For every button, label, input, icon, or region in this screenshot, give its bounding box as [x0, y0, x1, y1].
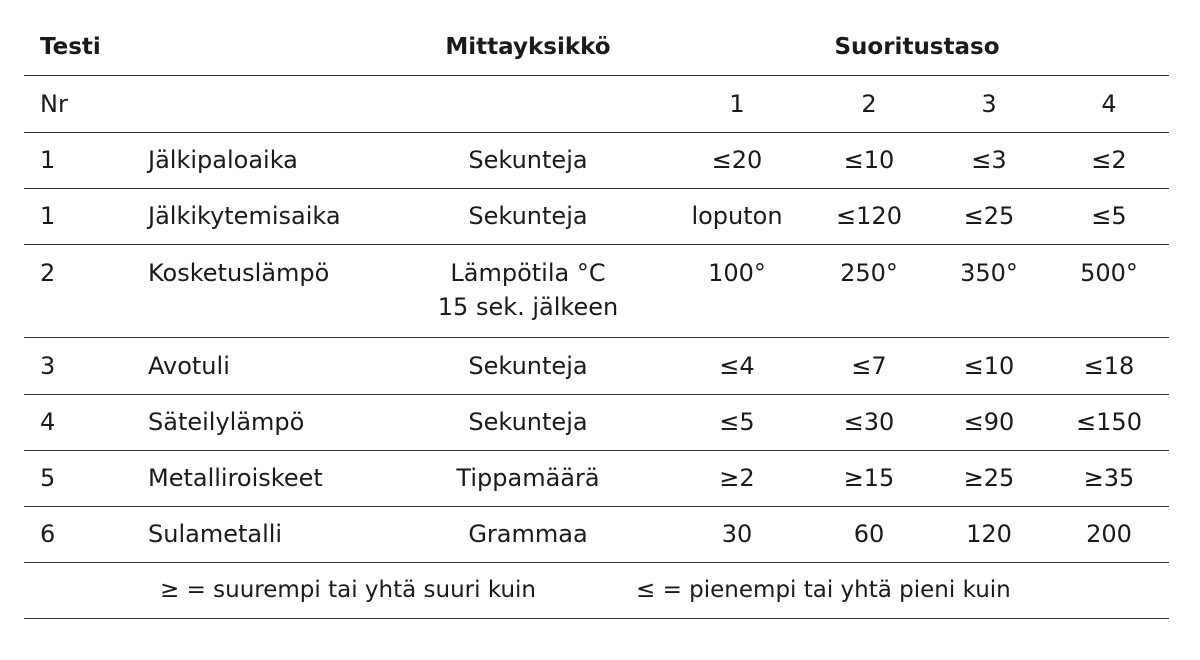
header-performance: Suoritustaso [834, 34, 1000, 60]
row-value-level-2: ≤30 [843, 408, 895, 436]
row-value-level-4: ≥35 [1083, 464, 1135, 492]
footnote-gte: ≥ = suurempi tai yhtä suuri kuin [160, 577, 536, 603]
row-test-name: Avotuli [148, 352, 230, 380]
row-unit: Sekunteja [468, 408, 588, 436]
row-value-level-3: ≥25 [963, 464, 1015, 492]
row-unit: Tippamäärä [456, 464, 600, 492]
table-subheader-row [24, 76, 1169, 133]
row-nr: 4 [40, 408, 56, 436]
row-value-level-1: ≤5 [719, 408, 755, 436]
row-test-name: Kosketuslämpö [148, 259, 330, 287]
row-unit: Sekunteja [468, 202, 588, 230]
header-test: Testi [40, 34, 101, 60]
level-1-label: 1 [729, 90, 745, 118]
row-nr: 5 [40, 464, 56, 492]
row-value-level-3: ≤25 [963, 202, 1015, 230]
header-unit: Mittayksikkö [445, 34, 611, 60]
row-value-level-2: ≤7 [851, 352, 887, 380]
row-nr: 2 [40, 259, 56, 287]
row-value-level-1: ≤20 [711, 146, 763, 174]
table-row [24, 395, 1169, 451]
row-test-name: Metalliroiskeet [148, 464, 323, 492]
row-value-level-1: loputon [691, 202, 783, 230]
row-value-level-4: 500° [1080, 259, 1138, 287]
row-value-level-2: ≥15 [843, 464, 895, 492]
row-value-level-4: ≤18 [1083, 352, 1135, 380]
row-test-name: Säteilylämpö [148, 408, 305, 436]
table-row [24, 338, 1169, 395]
table-header-row [24, 20, 1169, 76]
row-nr: 3 [40, 352, 56, 380]
row-value-level-1: ≤4 [719, 352, 755, 380]
row-test-name: Jälkipaloaika [148, 146, 298, 174]
row-unit: Sekunteja [468, 146, 588, 174]
table-row [24, 133, 1169, 189]
level-2-label: 2 [861, 90, 877, 118]
table-row [24, 507, 1169, 563]
footnote-lte: ≤ = pienempi tai yhtä pieni kuin [636, 577, 1011, 603]
row-value-level-4: ≤150 [1076, 408, 1142, 436]
level-3-label: 3 [981, 90, 997, 118]
row-value-level-2: 250° [840, 259, 898, 287]
row-nr: 6 [40, 520, 56, 548]
row-value-level-3: 120 [966, 520, 1012, 548]
row-value-level-3: ≤90 [963, 408, 1015, 436]
row-value-level-1: ≥2 [719, 464, 755, 492]
table-row [24, 245, 1169, 338]
row-value-level-3: ≤10 [963, 352, 1015, 380]
row-unit: Grammaa [468, 520, 588, 548]
row-value-level-3: ≤3 [971, 146, 1007, 174]
row-value-level-1: 30 [721, 520, 753, 548]
subheader-nr: Nr [40, 90, 68, 118]
table-row [24, 189, 1169, 245]
row-test-name: Jälkikytemisaika [148, 202, 341, 230]
row-nr: 1 [40, 202, 56, 230]
row-unit: Lämpötila °C [450, 259, 606, 287]
level-4-label: 4 [1101, 90, 1117, 118]
row-value-level-4: ≤5 [1091, 202, 1127, 230]
row-value-level-2: 60 [853, 520, 885, 548]
performance-table [24, 20, 1169, 619]
legend-footnote-row [24, 563, 1169, 619]
row-value-level-4: 200 [1086, 520, 1132, 548]
row-unit: Sekunteja [468, 352, 588, 380]
table-row [24, 451, 1169, 507]
row-value-level-1: 100° [708, 259, 766, 287]
row-value-level-3: 350° [960, 259, 1018, 287]
row-value-level-2: ≤10 [843, 146, 895, 174]
row-value-level-4: ≤2 [1091, 146, 1127, 174]
row-nr: 1 [40, 146, 56, 174]
row-value-level-2: ≤120 [836, 202, 902, 230]
row-test-name: Sulametalli [148, 520, 283, 548]
row-unit-line-2: 15 sek. jälkeen [437, 293, 619, 321]
